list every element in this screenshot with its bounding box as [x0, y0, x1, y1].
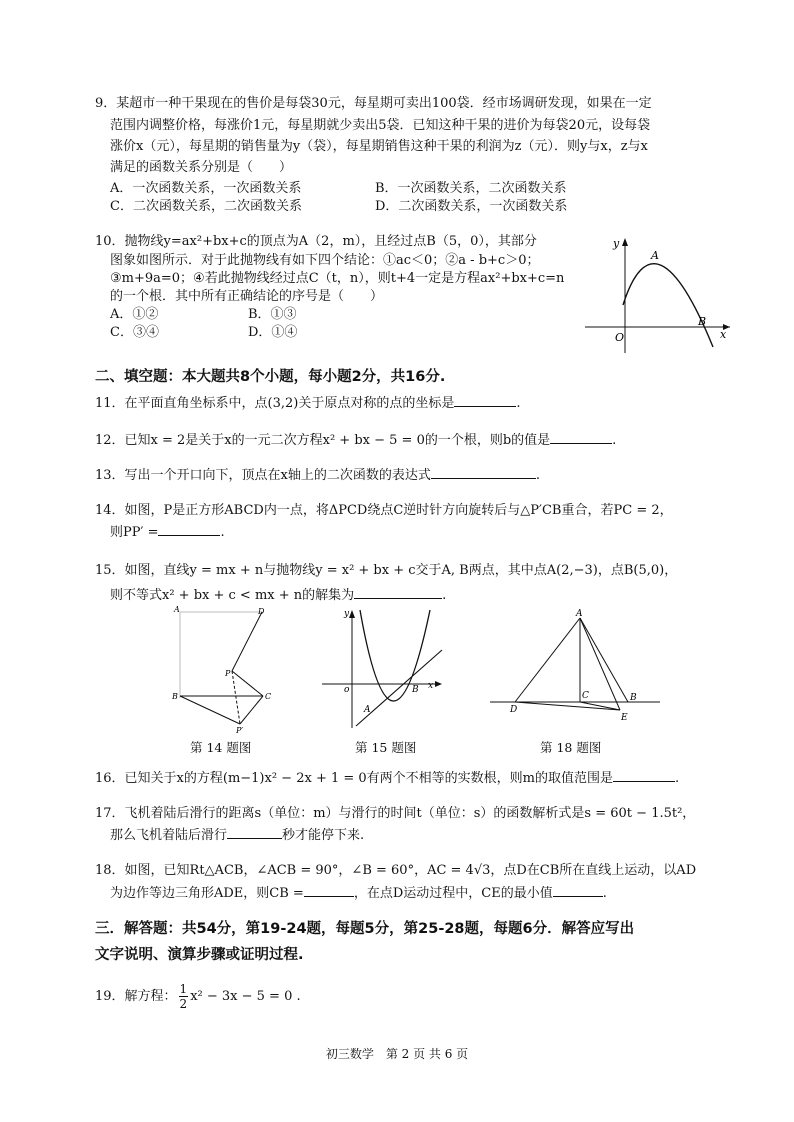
q17-text: 那么飞机着陆后滑行 — [110, 828, 228, 843]
q13-text: 13．写出一个开口向下，顶点在x轴上的二次函数的表达式 — [95, 468, 431, 483]
q15-line2 — [110, 585, 446, 605]
q10-option-c: C．③④ — [110, 325, 159, 340]
q10-parabola-figure — [585, 235, 735, 355]
q17-line1: 17．飞机着陆后滑行的距离s（单位：m）与滑行的时间t（单位：s）的函数解析式是s = 60t − 1.5t²， — [95, 806, 696, 821]
q9-line1: 9．某超市一种干果现在的售价是每袋30元，每星期可卖出100袋．经市场调研发现，如果在一定 — [95, 96, 652, 111]
fig18-label-b: B — [630, 693, 637, 703]
q18-line1: 18．如图，已知Rt△ACB，∠ACB = 90°，∠B = 60°，AC = 4√3，点D在CB所在直线上运动，以AD — [95, 863, 697, 878]
q17-line2 — [110, 825, 364, 845]
fig14-label-d: D — [258, 607, 265, 616]
q18-blank-ce[interactable] — [553, 883, 603, 897]
fig15-caption: 第 15 题图 — [355, 740, 417, 755]
q10-fig-origin-label: O — [615, 331, 625, 344]
q14-text: 则PP′ = — [110, 525, 159, 540]
q16-text: 16．已知关于x的方程(m−1)x² − 2x + 1 = 0有两个不相等的实数根，则m的取值范围是 — [95, 771, 613, 786]
fig18-label-e: E — [621, 713, 628, 723]
q11-end: . — [516, 396, 521, 411]
q10-option-b: B．①③ — [248, 307, 297, 322]
q12-blank[interactable] — [550, 430, 612, 444]
q12-end: . — [612, 433, 617, 448]
fig14-label-c: C — [265, 692, 272, 701]
q10-line2: 图象如图所示．对于此抛物线有如下四个结论：①ac＜0；②a - b+c＞0； — [110, 253, 540, 268]
q10-line3: ③m+9a=0；④若此抛物线经过点C（t，n），则t+4一定是方程ax²+bx+c=n — [110, 271, 565, 286]
q18-text-mid: ，在点D运动过程中，CE的最小值 — [353, 886, 553, 901]
fig15-label-x: x — [428, 681, 434, 691]
q10-line4: 的一个根．其中所有正确结论的序号是（ ） — [110, 289, 384, 304]
fig18-caption: 第 18 题图 — [540, 740, 602, 755]
fig14-label-a: A — [174, 605, 180, 614]
q13-blank[interactable] — [431, 465, 536, 479]
q17-end: 秒才能停下来. — [282, 828, 365, 843]
fig14-square-figure — [170, 606, 280, 736]
q13-end: . — [535, 468, 541, 483]
q18-end: . — [602, 886, 607, 901]
section-2-heading: 二、填空题：本大题共8个小题，每小题2分，共16分. — [95, 369, 446, 385]
q11 — [95, 393, 521, 413]
q16-end: . — [675, 771, 680, 786]
page-footer: 初三数学 第 2 页 共 6 页 — [325, 1047, 469, 1061]
fig18-label-a: A — [576, 609, 583, 619]
fig14-label-p: P — [225, 669, 231, 678]
q11-text: 11．在平面直角坐标系中，点(3,2)关于原点对称的点的坐标是 — [95, 396, 455, 411]
q15-line1: 15．如图，直线y = mx + n与抛物线y = x² + bx + c交于A, B两点，其中点A(2,−3)，点B(5,0)， — [95, 563, 678, 578]
q10-line1: 10．抛物线y=ax²+bx+c的顶点为A（2，m），且经过点B（5，0），其部分 — [95, 234, 537, 249]
q9-option-b: B．一次函数关系，二次函数关系 — [375, 181, 567, 196]
q12 — [95, 430, 616, 450]
q17-blank[interactable] — [227, 825, 282, 839]
q13 — [95, 465, 540, 485]
section-3-heading-line1: 三．解答题：共54分，第19-24题，每题5分，第25-28题，每题6分．解答应写出 — [95, 921, 635, 937]
q14-line2 — [110, 522, 225, 542]
q19-fraction-numerator: 1 — [179, 982, 188, 996]
fig15-label-o: o — [344, 685, 350, 695]
q10-fig-x-label: x — [720, 328, 727, 341]
fig15-label-b: B — [412, 685, 419, 695]
q9-option-c: C．二次函数关系，二次函数关系 — [110, 199, 302, 214]
q12-text: 12．已知x = 2是关于x的一元二次方程x² + bx − 5 = 0的一个根，则b的值是 — [95, 433, 551, 448]
q9-line4: 满足的函数关系分别是（ ） — [110, 160, 293, 175]
fig14-label-b: B — [172, 692, 178, 701]
fig18-label-c: C — [582, 691, 589, 701]
q19-fraction — [179, 982, 189, 1011]
q11-blank[interactable] — [454, 393, 516, 407]
q10-fig-a-label: A — [651, 249, 659, 262]
fig15-label-y: y — [344, 609, 350, 619]
q15-text: 则不等式x² + bx + c < mx + n的解集为 — [110, 588, 355, 603]
q15-end: . — [442, 588, 447, 603]
q9-line2: 范围内调整价格，每涨价1元，每星期就少卖出5袋．已知这种干果的进价为每袋20元，设每袋 — [110, 118, 651, 133]
q9-line3: 涨价x（元），每星期的销售量为y（袋），每星期销售这种干果的利润为z（元）．则y与x，z与x — [110, 139, 648, 154]
fig14-label-p-prime: P′ — [236, 726, 244, 735]
fig15-graph-figure — [322, 608, 447, 730]
q14-line1: 14．如图，P是正方形ABCD内一点，将ΔPCD绕点C逆时针方向旋转后与△P′CB重合，若PC = 2， — [95, 503, 673, 518]
fig14-caption: 第 14 题图 — [190, 740, 252, 755]
q19-fraction-denominator: 2 — [179, 997, 188, 1011]
q10-option-a: A．①② — [110, 307, 159, 322]
q19-text: 19．解方程： — [95, 989, 177, 1004]
q19-equation: x² − 3x − 5 = 0 . — [190, 989, 301, 1004]
q10-option-d: D．①④ — [248, 325, 298, 340]
q18-text: 为边作等边三角形ADE，则CB = — [110, 886, 304, 901]
q18-blank-cb[interactable] — [304, 883, 354, 897]
q14-end: . — [220, 525, 225, 540]
q19 — [95, 982, 301, 1011]
q16 — [95, 768, 679, 788]
q18-line2 — [110, 883, 607, 903]
fig18-triangle-figure — [490, 610, 662, 725]
q9-option-a: A．一次函数关系，一次函数关系 — [110, 181, 302, 196]
fig15-label-a: A — [364, 705, 371, 715]
q9-option-d: D．二次函数关系，一次函数关系 — [375, 199, 568, 214]
q15-blank[interactable] — [354, 585, 442, 599]
q16-blank[interactable] — [613, 768, 675, 782]
q10-fig-b-label: B — [698, 315, 707, 328]
q14-blank[interactable] — [158, 522, 220, 536]
section-3-heading-line2: 文字说明、演算步骤或证明过程. — [95, 947, 304, 963]
q10-fig-y-label: y — [613, 237, 620, 250]
fig18-label-d: D — [510, 705, 518, 715]
